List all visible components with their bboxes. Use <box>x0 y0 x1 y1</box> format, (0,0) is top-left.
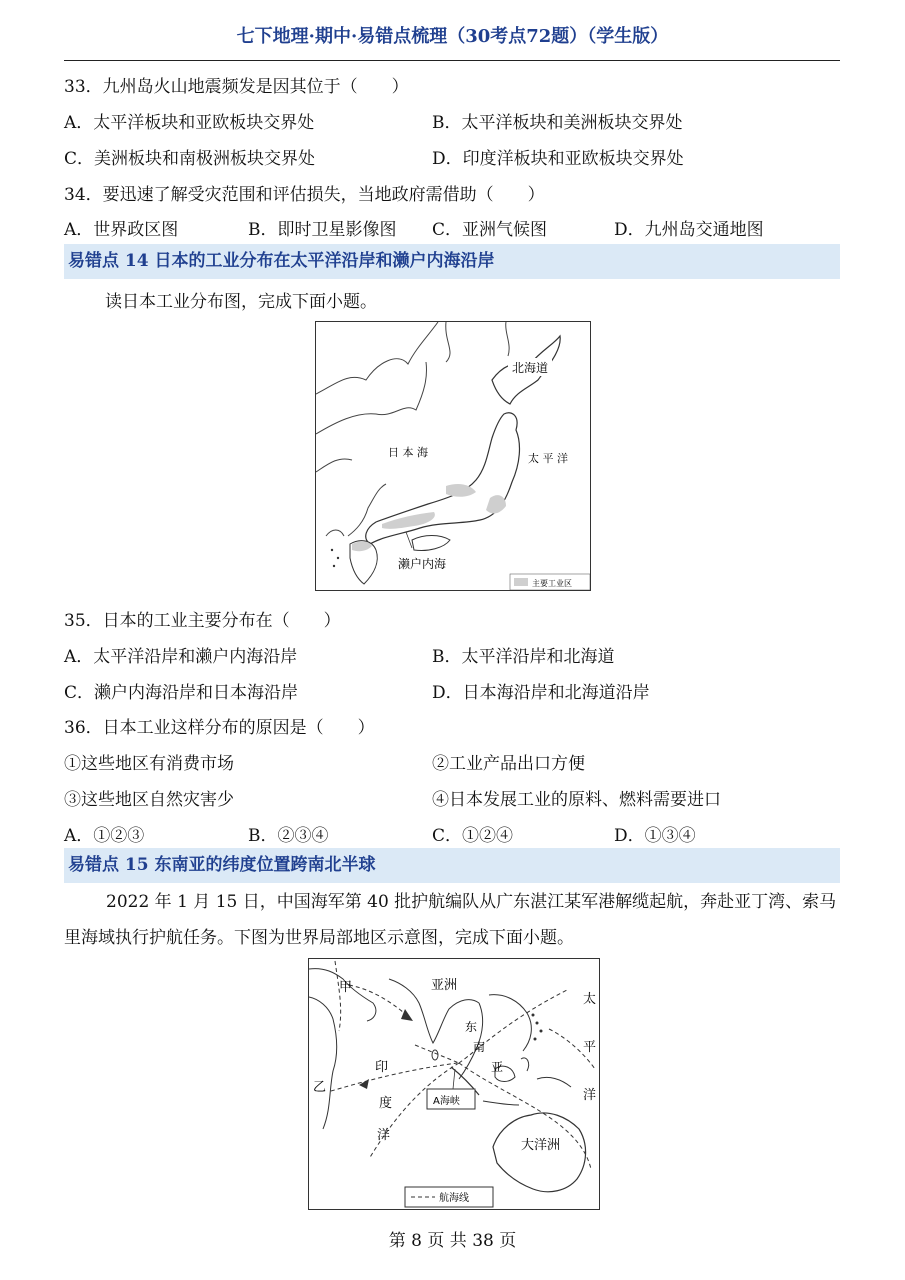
map1-label-pacific: 太 平 洋 <box>528 452 568 465</box>
q36-option-a: A．①②③ <box>64 826 145 846</box>
section-15-heading: 易错点 15 东南亚的纬度位置跨南北半球 <box>64 848 840 883</box>
section-14-heading: 易错点 14 日本的工业分布在太平洋沿岸和濑户内海沿岸 <box>64 244 840 279</box>
map1-legend-label: 主要工业区 <box>532 579 572 588</box>
map2-label-jia: 甲 <box>339 980 353 995</box>
map2-label-oceania: 大洋洲 <box>521 1138 561 1153</box>
q36-option-d: D．①③④ <box>614 826 696 846</box>
map1-label-seto: 濑户内海 <box>398 557 447 571</box>
q33-option-d: D．印度洋板块和亚欧板块交界处 <box>432 149 684 169</box>
q35-stem: 35．日本的工业主要分布在（ ） <box>64 611 341 631</box>
map1-label-sea-of-japan: 日 本 海 <box>388 446 428 459</box>
map2-label-ya: 亚 <box>491 1060 504 1074</box>
section-15-intro: 2022 年 1 月 15 日，中国海军第 40 批护航编队从广东湛江某军港解缆起航，奔赴亚丁湾、索马里海域执行护航任务。下图为世界局部地区示意图，完成下面小题。 <box>64 892 837 948</box>
route-map <box>308 958 600 1210</box>
page-header: 七下地理·期中·易错点梳理（30考点72题）（学生版） <box>236 26 669 47</box>
q34-option-c: C．亚洲气候图 <box>432 220 548 240</box>
q36-option-c: C．①②④ <box>432 826 514 846</box>
q36-statement-1: ①这些地区有消费市场 <box>64 754 234 774</box>
header-divider <box>64 60 840 61</box>
q34-option-d: D．九州岛交通地图 <box>614 220 764 240</box>
map2-label-yin: 印 <box>375 1060 389 1075</box>
q34-option-b: B．即时卫星影像图 <box>248 220 397 240</box>
map2-label-dong: 东 <box>465 1020 478 1034</box>
map2-legend-label: 航海线 <box>439 1193 469 1204</box>
japan-industry-map <box>315 321 591 591</box>
legend-swatch <box>514 578 528 586</box>
q33-option-b: B．太平洋板块和美洲板块交界处 <box>432 113 683 133</box>
map2-label-yang2: 洋 <box>583 1088 597 1103</box>
q36-statement-3: ③这些地区自然灾害少 <box>64 790 234 810</box>
map2-label-du: 度 <box>379 1096 393 1111</box>
q35-option-b: B．太平洋沿岸和北海道 <box>432 647 615 667</box>
map2-label-ping: 平 <box>583 1040 597 1055</box>
q33-option-a: A．太平洋板块和亚欧板块交界处 <box>64 113 315 133</box>
q36-option-b: B．②③④ <box>248 826 329 846</box>
q34-stem: 34．要迅速了解受灾范围和评估损失，当地政府需借助（ ） <box>64 185 545 205</box>
q35-option-d: D．日本海沿岸和北海道沿岸 <box>432 683 650 703</box>
map1-label-hokkaido: 北海道 <box>512 361 549 375</box>
q34-option-a: A．世界政区图 <box>64 220 179 240</box>
page-number: 第 8 页 共 38 页 <box>388 1231 517 1251</box>
q36-stem: 36．日本工业这样分布的原因是（ ） <box>64 718 375 738</box>
q35-option-c: C．濑户内海沿岸和日本海沿岸 <box>64 683 299 703</box>
q33-stem: 33．九州岛火山地震频发是因其位于（ ） <box>64 77 409 97</box>
map2-label-yi: 乙 <box>313 1080 327 1095</box>
map2-label-nan: 南 <box>473 1040 486 1054</box>
q35-option-a: A．太平洋沿岸和濑户内海沿岸 <box>64 647 298 667</box>
q33-option-c: C．美洲板块和南极洲板块交界处 <box>64 149 316 169</box>
q36-statement-2: ②工业产品出口方便 <box>432 754 585 774</box>
map2-label-strait: A海峡 <box>433 1096 460 1107</box>
map2-label-yang: 洋 <box>377 1128 391 1143</box>
map2-label-asia: 亚洲 <box>431 978 458 993</box>
map2-label-tai: 太 <box>583 992 597 1007</box>
q36-statement-4: ④日本发展工业的原料、燃料需要进口 <box>432 790 721 810</box>
section-14-intro: 读日本工业分布图，完成下面小题。 <box>105 292 377 312</box>
